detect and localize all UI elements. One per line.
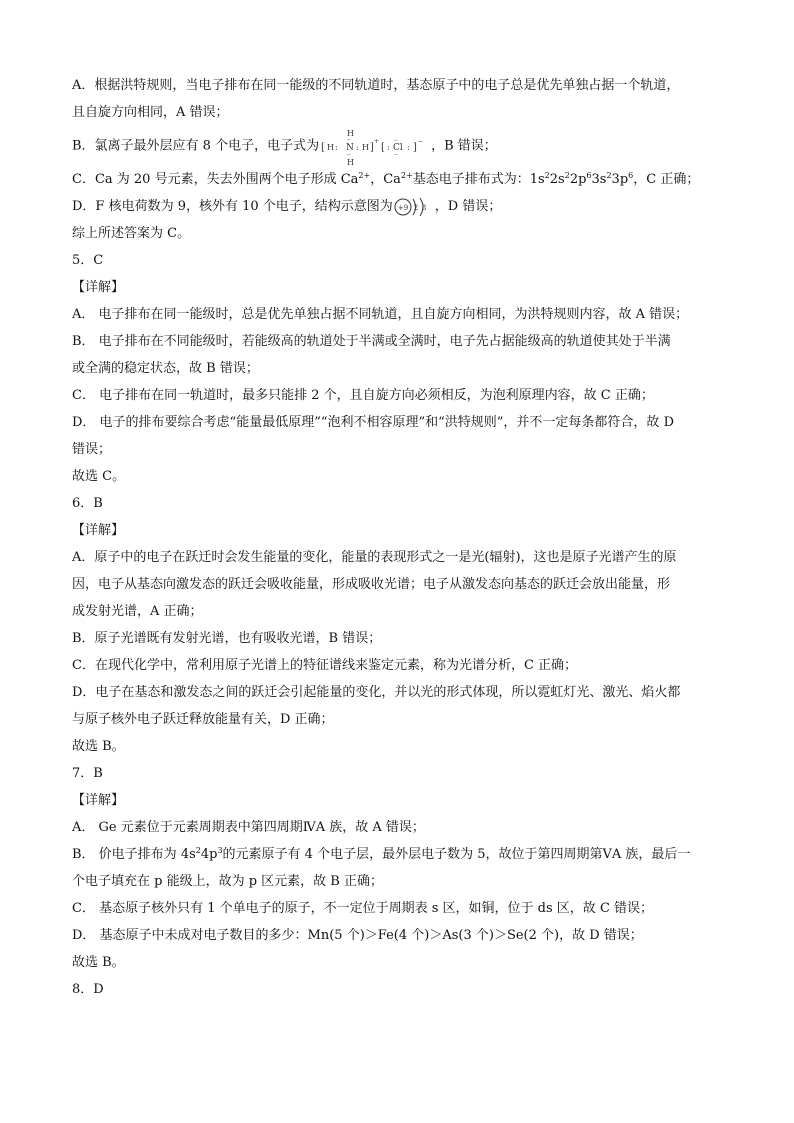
q4-option-c: [72, 166, 724, 193]
q4-c-exp-3: 6: [586, 171, 592, 180]
q4-c-orbital-3p: 3p: [611, 172, 629, 187]
q6-explanation-heading: 【详解】: [72, 523, 125, 538]
q4-c-exp-1: 2: [544, 171, 550, 180]
q5-option-a: A． 电子排布在同一能级时，总是优先单独占据不同轨道，且自旋方向相同，为洪特规则内容，故 A 错误；: [72, 307, 689, 322]
svg-text:··: ··: [347, 152, 351, 159]
ammonium-chloride-lewis-structure: [319, 126, 431, 166]
q6-option-a-cont-2: 成发射光谱，A 正确；: [72, 604, 203, 619]
q4-option-b-end: ，B 错误；: [431, 138, 497, 154]
q7-option-c: C． 基态原子核外只有 1 个单电子的原子，不一定位于周期表 s 区，如铜，位于 ds 区，故 C 错误；: [72, 901, 654, 916]
q4-option-b: [72, 126, 724, 166]
q7-explanation-heading: 【详解】: [72, 793, 125, 808]
q4-c-orbital-2p: 2p: [569, 172, 587, 187]
q4-option-a: A．根据洪特规则，当电子排布在同一能级的不同轨道时，基态原子中的电子总是优先单独占据一个轨道，: [72, 78, 680, 93]
svg-text:[: [: [321, 142, 325, 153]
lewis-h-right: H: [362, 143, 370, 152]
lewis-n: N: [346, 143, 354, 153]
q6-option-c: C．在现代化学中，常利用原子光谱上的特征谱线来鉴定元素，称为光谱分析，C 正确；: [72, 658, 578, 673]
shell-1-count: 2: [413, 203, 419, 212]
q5-explanation-heading: 【详解】: [72, 280, 125, 295]
q5-option-b: B． 电子排布在不同能级时，若能级高的轨道处于半满或全满时，电子先占据能级高的轨道使其处于半满: [72, 334, 671, 349]
q4-c-orbital-2s: 2s: [549, 172, 565, 187]
svg-text:]: ]: [370, 142, 374, 153]
q4-c-orbital-3s: 3s: [591, 172, 607, 187]
svg-text:··: ··: [394, 152, 398, 159]
q4-option-d: [72, 193, 724, 220]
q5-option-d: D． 电子的排布要综合考虑“能量最低原理”“泡利不相容原理”和“洪特规则”，并不一定每条都符合，故 D: [72, 415, 674, 430]
q4-c-text-end: ，C 正确；: [633, 172, 700, 187]
shell-2-count: 8: [421, 203, 427, 212]
q7-answer-number: 7．B: [72, 766, 103, 781]
q6-conclusion: 故选 B。: [72, 739, 125, 754]
lewis-h-top: H: [347, 129, 355, 138]
q4-option-b-text: B．氯离子最外层应有 8 个电子，电子式为: [72, 138, 320, 154]
q4-c-exp-2: 2: [564, 171, 570, 180]
fluoride-structure-figure: [393, 196, 435, 218]
lewis-cl: Cl: [393, 143, 403, 153]
q5-conclusion: 故选 C。: [72, 469, 126, 484]
q7-conclusion: 故选 B。: [72, 955, 125, 970]
q7-b-exp-2: 3: [217, 846, 223, 855]
q6-option-d: D．电子在基态和激发态之间的跃迁会引起能量的变化，并以光的形式体现，所以霓虹灯光、激光、焰火都: [72, 685, 681, 700]
svg-text:··: ··: [347, 137, 351, 144]
q7-b-text-2: 的元素原子有 4 个电子层，最外层电子数为 5，故位于第四周期第ⅤA 族，最后一: [222, 847, 691, 862]
q7-b-text-1: B． 价电子排布为 4s: [72, 847, 196, 862]
lewis-h-bottom: H: [347, 158, 355, 166]
lewis-structure-figure: [319, 126, 431, 166]
q6-option-a: A．原子中的电子在跃迁时会发生能量的变化，能量的表现形式之一是光(辐射)，这也是原子光谱产生的原: [72, 550, 677, 565]
nucleus-charge: +9: [397, 203, 408, 212]
q4-c-text-1: C．Ca 为 20 号元素，失去外围两个电子形成 Ca: [72, 172, 359, 187]
q4-summary: 综上所述答案为 C。: [72, 226, 191, 241]
svg-text::: :: [387, 143, 390, 152]
q4-option-d-text: D．F 核电荷数为 9，核外有 10 个电子，结构示意图为: [72, 199, 393, 214]
q5-answer-number: 5．C: [72, 253, 104, 268]
svg-text::: :: [356, 143, 359, 152]
q7-b-orbital-4p: 4p: [200, 847, 218, 862]
fluoride-ion-structure-diagram: [393, 196, 435, 218]
q4-c-text-3: 基态电子排布式为：1s: [412, 172, 545, 187]
q5-option-d-cont: 错误；: [72, 442, 112, 457]
q7-option-a: A． Ge 元素位于元素周期表中第四周期ⅣA 族，故 A 错误；: [72, 820, 425, 835]
lewis-h-left: H: [327, 143, 335, 152]
q6-option-a-cont-1: 因，电子从基态向激发态的跃迁会吸收能量，形成吸收光谱；电子从激发态向基态的跃迁会放出能量，形: [72, 577, 671, 592]
q4-option-d-end: ，D 错误；: [434, 199, 502, 214]
q4-option-a-cont: 且自旋方向相同，A 错误；: [72, 105, 229, 120]
q7-option-b-cont: 个电子填充在 p 能级上，故为 p 区元素，故 B 正确；: [72, 874, 383, 889]
q7-option-b: [72, 841, 724, 868]
q6-option-d-cont: 与原子核外电子跃迁释放能量有关，D 正确；: [72, 712, 334, 727]
q4-c-charge-2: 2+: [400, 171, 413, 180]
q6-option-b: B．原子光谱既有发射光谱，也有吸收光谱，B 错误；: [72, 631, 382, 646]
q7-b-exp-1: 2: [195, 846, 201, 855]
q4-c-text-2: ，Ca: [370, 172, 401, 187]
q8-answer-number: 8．D: [72, 982, 104, 997]
q5-option-b-cont: 或全满的稳定状态，故 B 错误；: [72, 361, 259, 376]
svg-text:[: [: [381, 142, 385, 153]
q4-c-exp-5: 6: [628, 171, 634, 180]
document-body: [72, 72, 724, 1003]
q5-option-c: C． 电子排布在同一轨道时，最多只能排 2 个，且自旋方向必须相反，为泡利原理内容，故 C 正确；: [72, 388, 654, 403]
svg-text:··: ··: [394, 138, 398, 145]
svg-text:−: −: [418, 138, 424, 145]
q6-answer-number: 6．B: [72, 496, 103, 511]
q7-option-d: D． 基态原子中未成对电子数目的多少：Mn(5 个)＞Fe(4 个)＞As(3 个)＞Se(2 个)，故 D 错误；: [72, 928, 643, 943]
svg-text:+: +: [374, 138, 380, 145]
svg-text::: :: [407, 143, 410, 152]
svg-text::: :: [335, 143, 338, 152]
q4-c-charge-1: 2+: [358, 171, 371, 180]
svg-text:]: ]: [413, 142, 417, 153]
q4-c-exp-4: 2: [606, 171, 612, 180]
